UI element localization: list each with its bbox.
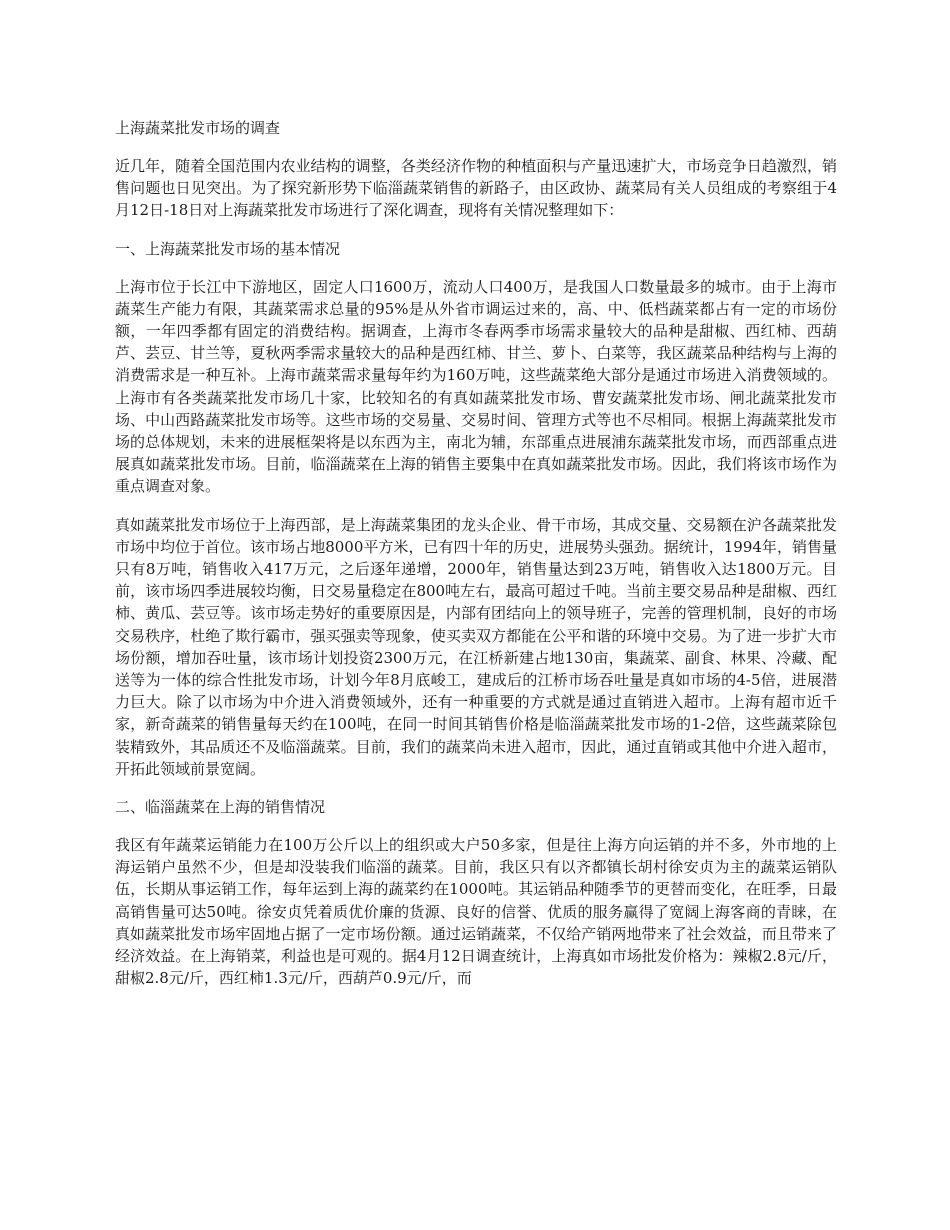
section-1-paragraph-1: 上海市位于长江中下游地区，固定人口1600万，流动人口400万，是我国人口数量最多的城市。由于上海市蔬菜生产能力有限，其蔬菜需求总量的95%是从外省市调运过来的，高、中、低档蔬菜都占有一定的市场份额，一年四季都有固定的消费结构。据调查，上海市冬春两季市场需求量较大的品种是甜椒、西红柿、西葫芦、芸豆、甘兰等，夏秋两季需求量较大的品种是西红柿、甘兰、萝卜、白菜等，我区蔬菜品种结构与上海的消费需求是一种互补。上海市蔬菜需求量每年约为160万吨，这些蔬菜绝大部分是通过市场进入消费领域的。上海市有各类蔬菜批发市场几十家，比较知名的有真如蔬菜批发市场、曹安蔬菜批发市场、闸北蔬菜批发市场、中山西路蔬菜批发市场等。这些市场的交易量、交易时间、管理方式等也不尽相同。根据上海蔬菜批发市场的总体规划，未来的进展框架将是以东西为主，南北为辅，东部重点进展浦东蔬菜批发市场，而西部重点进展真如蔬菜批发市场。目前，临淄蔬菜在上海的销售主要集中在真如蔬菜批发市场。因此，我们将该市场作为重点调查对象。 (115, 277, 837, 496)
section-1-heading: 一、上海蔬菜批发市场的基本情况 (115, 239, 341, 258)
section-2-paragraph-1: 我区有年蔬菜运销能力在100万公斤以上的组织或大户50多家，但是往上海方向运销的并不多，外市地的上海运销户虽然不少，但是却没装我们临淄的蔬菜。目前，我区只有以齐都镇长胡村徐安贞为主的蔬菜运销队伍，长期从事运销工作，每年运到上海的蔬菜约在1000吨。其运销品种随季节的更替而变化，在旺季，日最高销售量可达50吨。徐安贞凭着质优价廉的货源、良好的信誉、优质的服务赢得了宽阔上海客商的青睐，在真如蔬菜批发市场牢固地占据了一定市场份额。通过运销蔬菜，不仅给产销两地带来了社会效益，而且带来了经济效益。在上海销菜，利益也是可观的。据4月12日调查统计，上海真如市场批发价格为：辣椒2.8元/斤，甜椒2.8元/斤，西红柿1.3元/斤，西葫芦0.9元/斤，而 (115, 836, 837, 988)
section-2-heading: 二、临淄蔬菜在上海的销售情况 (115, 798, 326, 817)
intro-paragraph: 近几年，随着全国范围内农业结构的调整，各类经济作物的种植面积与产量迅速扩大，市场竞争日趋激烈，销售问题也日见突出。为了探究新形势下临淄蔬菜销售的新路子，由区政协、蔬菜局有关人员组成的考察组于4月12日-18日对上海蔬菜批发市场进行了深化调查，现将有关情况整理如下： (115, 157, 837, 220)
section-1-paragraph-2: 真如蔬菜批发市场位于上海西部，是上海蔬菜集团的龙头企业、骨干市场，其成交量、交易额在沪各蔬菜批发市场中均位于首位。该市场占地8000平方米，已有四十年的历史，进展势头强劲。据统计，1994年，销售量只有8万吨，销售收入417万元，之后逐年递增，2000年，销售量达到23万吨，销售收入达1800万元。目前，该市场四季进展较均衡，日交易量稳定在800吨左右，最高可超过千吨。当前主要交易品种是甜椒、西红柿、黄瓜、芸豆等。该市场走势好的重要原因是，内部有团结向上的领导班子，完善的管理机制，良好的市场交易秩序，杜绝了欺行霸市，强买强卖等现象，使买卖双方都能在公平和谐的环境中交易。为了进一步扩大市场份额，增加吞吐量，该市场计划投资2300万元，在江桥新建占地130亩，集蔬菜、副食、林果、冷藏、配送等为一体的综合性批发市场，计划今年8月底峻工，建成后的江桥市场吞吐量是真如市场的4-5倍，进展潜力巨大。除了以市场为中介进入消费领域外，还有一种重要的方式就是通过直销进入超市。上海有超市近千家，新奇蔬菜的销售量每天约在100吨，在同一时间其销售价格是临淄蔬菜批发市场的1-2倍，这些蔬菜除包装精致外，其品质还不及临淄蔬菜。目前，我们的蔬菜尚未进入超市，因此，通过直销或其他中介进入超市，开拓此领域前景宽阔。 (115, 515, 837, 778)
document-title: 上海蔬菜批发市场的调查 (115, 119, 281, 137)
document-body (115, 117, 837, 1006)
